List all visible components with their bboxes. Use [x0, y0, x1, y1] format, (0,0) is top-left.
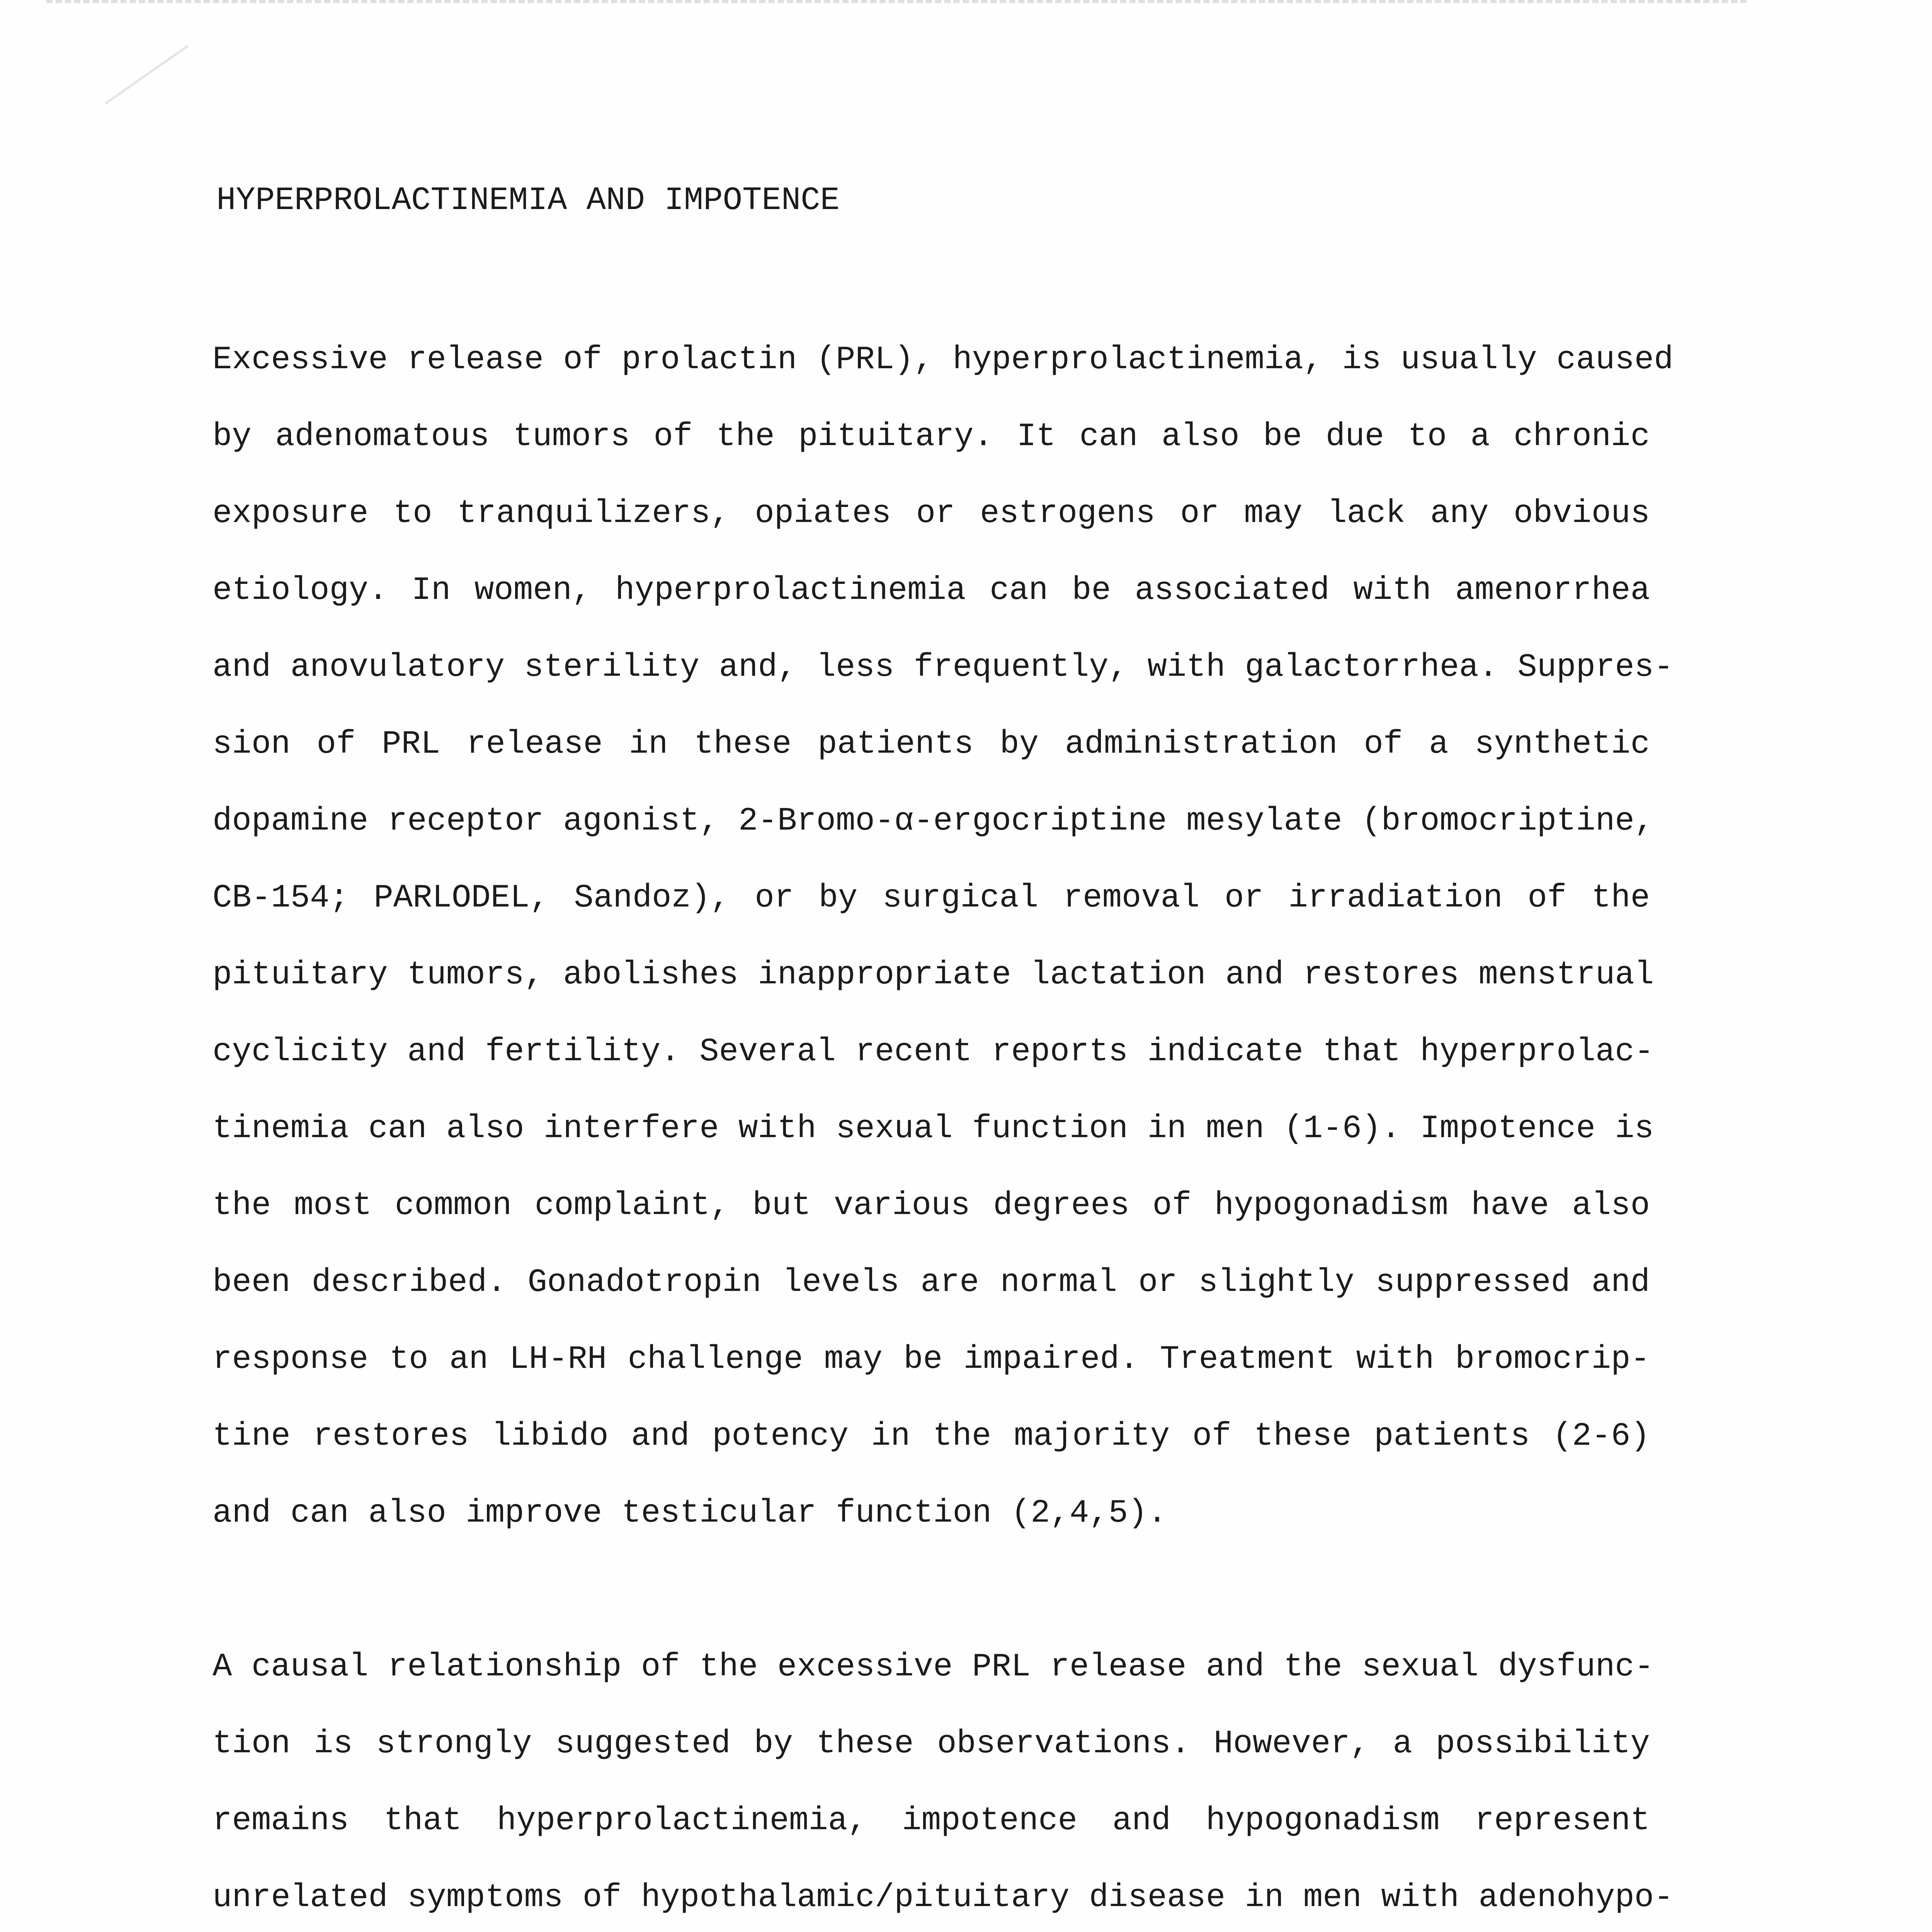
text-line: unrelated symptoms of hypothalamic/pituitary disease in men with adenohypo- — [213, 1879, 1673, 1916]
paragraph-1 — [213, 321, 1673, 1552]
text-line: response to an LH-RH challenge may be impaired. Treatment with bromocrip- — [213, 1341, 1650, 1378]
text-line: A causal relationship of the excessive PRL release and the sexual dysfunc- — [213, 1649, 1654, 1685]
text-line: sion of PRL release in these patients by administration of a synthetic — [213, 726, 1650, 763]
scan-mark — [105, 45, 189, 104]
text-line: cyclicity and fertility. Several recent reports indicate that hyperprolac- — [213, 1034, 1654, 1070]
text-line: exposure to tranquilizers, opiates or estrogens or may lack any obvious — [213, 495, 1650, 532]
text-line: tine restores libido and potency in the majority of these patients (2-6) — [213, 1418, 1650, 1455]
top-edge-artifact — [46, 0, 1747, 7]
document-title: HYPERPROLACTINEMIA AND IMPOTENCE — [216, 182, 840, 219]
text-line: tinemia can also interfere with sexual function in men (1-6). Impotence is — [213, 1111, 1654, 1147]
text-line: CB-154; PARLODEL, Sandoz), or by surgical removal or irradiation of the — [213, 880, 1650, 917]
text-line: the most common complaint, but various degrees of hypogonadism have also — [213, 1187, 1650, 1224]
text-line: been described. Gonadotropin levels are normal or slightly suppressed and — [213, 1264, 1650, 1301]
text-line: and can also improve testicular function (2,4,5). — [213, 1495, 1167, 1532]
text-line: by adenomatous tumors of the pituitary. It can also be due to a chronic — [213, 418, 1650, 455]
text-line: dopamine receptor agonist, 2-Bromo-α-ergocriptine mesylate (bromocriptine, — [213, 803, 1654, 840]
text-line: remains that hyperprolactinemia, impotence and hypogonadism represent — [213, 1803, 1650, 1839]
text-line: tion is strongly suggested by these observations. However, a possibility — [213, 1726, 1650, 1762]
text-line: and anovulatory sterility and, less frequently, with galactorrhea. Suppres- — [213, 649, 1673, 686]
text-line: Excessive release of prolactin (PRL), hyperprolactinemia, is usually caused — [213, 342, 1673, 378]
text-line: etiology. In women, hyperprolactinemia can be associated with amenorrhea — [213, 572, 1650, 609]
text-line: pituitary tumors, abolishes inappropriate lactation and restores menstrual — [213, 957, 1654, 993]
paragraph-2 — [213, 1629, 1673, 1932]
